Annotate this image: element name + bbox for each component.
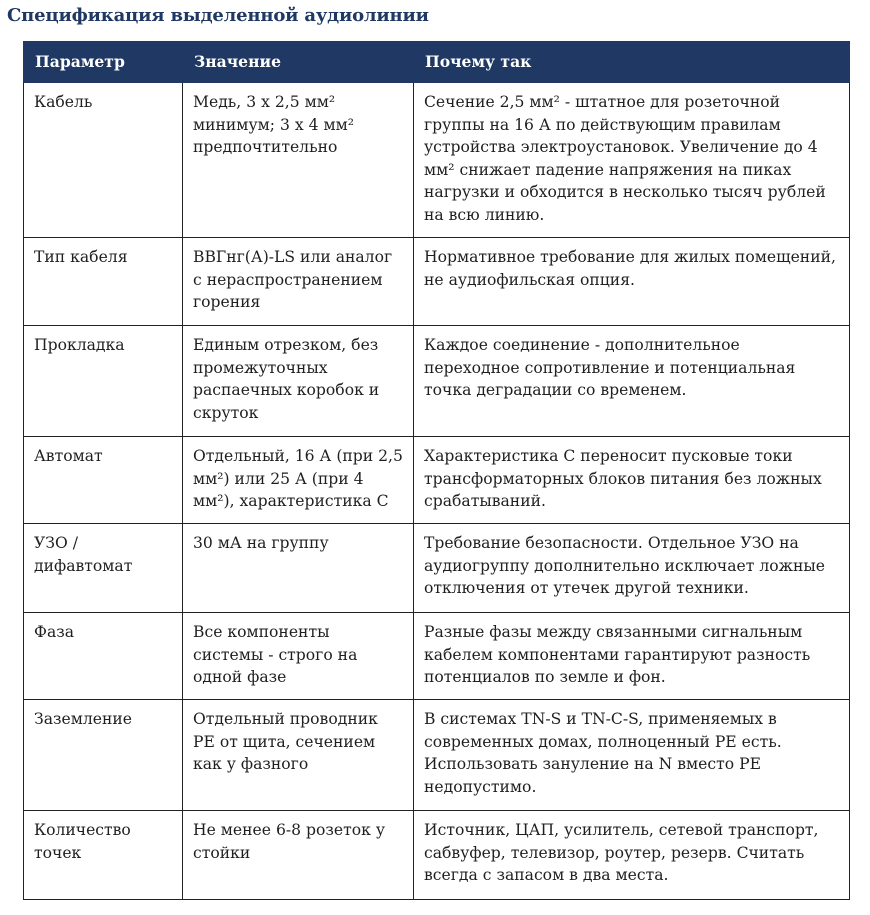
column-header-reason: Почему так	[414, 42, 850, 83]
cell-value: 30 мА на группу	[183, 524, 414, 613]
column-header-value: Значение	[183, 42, 414, 83]
table-row	[24, 326, 850, 437]
column-header-parameter: Параметр	[24, 42, 183, 83]
page-title: Спецификация выделенной аудиолинии	[7, 5, 429, 26]
table-row	[24, 613, 850, 700]
table-row	[24, 811, 850, 900]
cell-value: Не менее 6-8 розеток у стойки	[183, 811, 414, 900]
cell-reason: Требование безопасности. Отдельное УЗО на аудиогруппу дополнительно исключает ложные отключения от утечек другой техники.	[414, 524, 850, 613]
specification-table	[23, 41, 850, 900]
cell-parameter: Заземление	[24, 700, 183, 811]
table-row	[24, 437, 850, 524]
cell-value: ВВГнг(А)-LS или аналог с нераспространением горения	[183, 238, 414, 326]
cell-reason: Каждое соединение - дополнительное переходное сопротивление и потенциальная точка деградации со временем.	[414, 326, 850, 437]
cell-reason: Источник, ЦАП, усилитель, сетевой транспорт, сабвуфер, телевизор, роутер, резерв. Считать всегда с запасом в два места.	[414, 811, 850, 900]
cell-value: Единым отрезком, без промежуточных распаечных коробок и скруток	[183, 326, 414, 437]
cell-reason: Сечение 2,5 мм² - штатное для розеточной группы на 16 А по действующим правилам устройства электроустановок. Увеличение до 4 мм² снижает падение напряжения на пиках нагрузки и обходится в несколько тысяч рублей на всю линию.	[414, 83, 850, 238]
table-row	[24, 238, 850, 326]
table-row	[24, 700, 850, 811]
table-row	[24, 83, 850, 238]
cell-parameter: Прокладка	[24, 326, 183, 437]
cell-value: Все компоненты системы - строго на одной фазе	[183, 613, 414, 700]
cell-parameter: Количество точек	[24, 811, 183, 900]
cell-reason: В системах TN-S и TN-C-S, применяемых в современных домах, полноценный РЕ есть. Использовать зануление на N вместо РЕ недопустимо.	[414, 700, 850, 811]
cell-value: Отдельный проводник РЕ от щита, сечением как у фазного	[183, 700, 414, 811]
cell-reason: Нормативное требование для жилых помещений, не аудиофильская опция.	[414, 238, 850, 326]
table-header-row	[24, 42, 850, 83]
cell-value: Медь, 3 х 2,5 мм² минимум; 3 х 4 мм² предпочтительно	[183, 83, 414, 238]
table-row	[24, 524, 850, 613]
cell-value: Отдельный, 16 А (при 2,5 мм²) или 25 А (при 4 мм²), характеристика С	[183, 437, 414, 524]
cell-parameter: УЗО / дифавтомат	[24, 524, 183, 613]
cell-reason: Характеристика С переносит пусковые токи трансформаторных блоков питания без ложных срабатываний.	[414, 437, 850, 524]
cell-parameter: Тип кабеля	[24, 238, 183, 326]
cell-parameter: Автомат	[24, 437, 183, 524]
cell-reason: Разные фазы между связанными сигнальным кабелем компонентами гарантируют разность потенциалов по земле и фон.	[414, 613, 850, 700]
cell-parameter: Кабель	[24, 83, 183, 238]
cell-parameter: Фаза	[24, 613, 183, 700]
